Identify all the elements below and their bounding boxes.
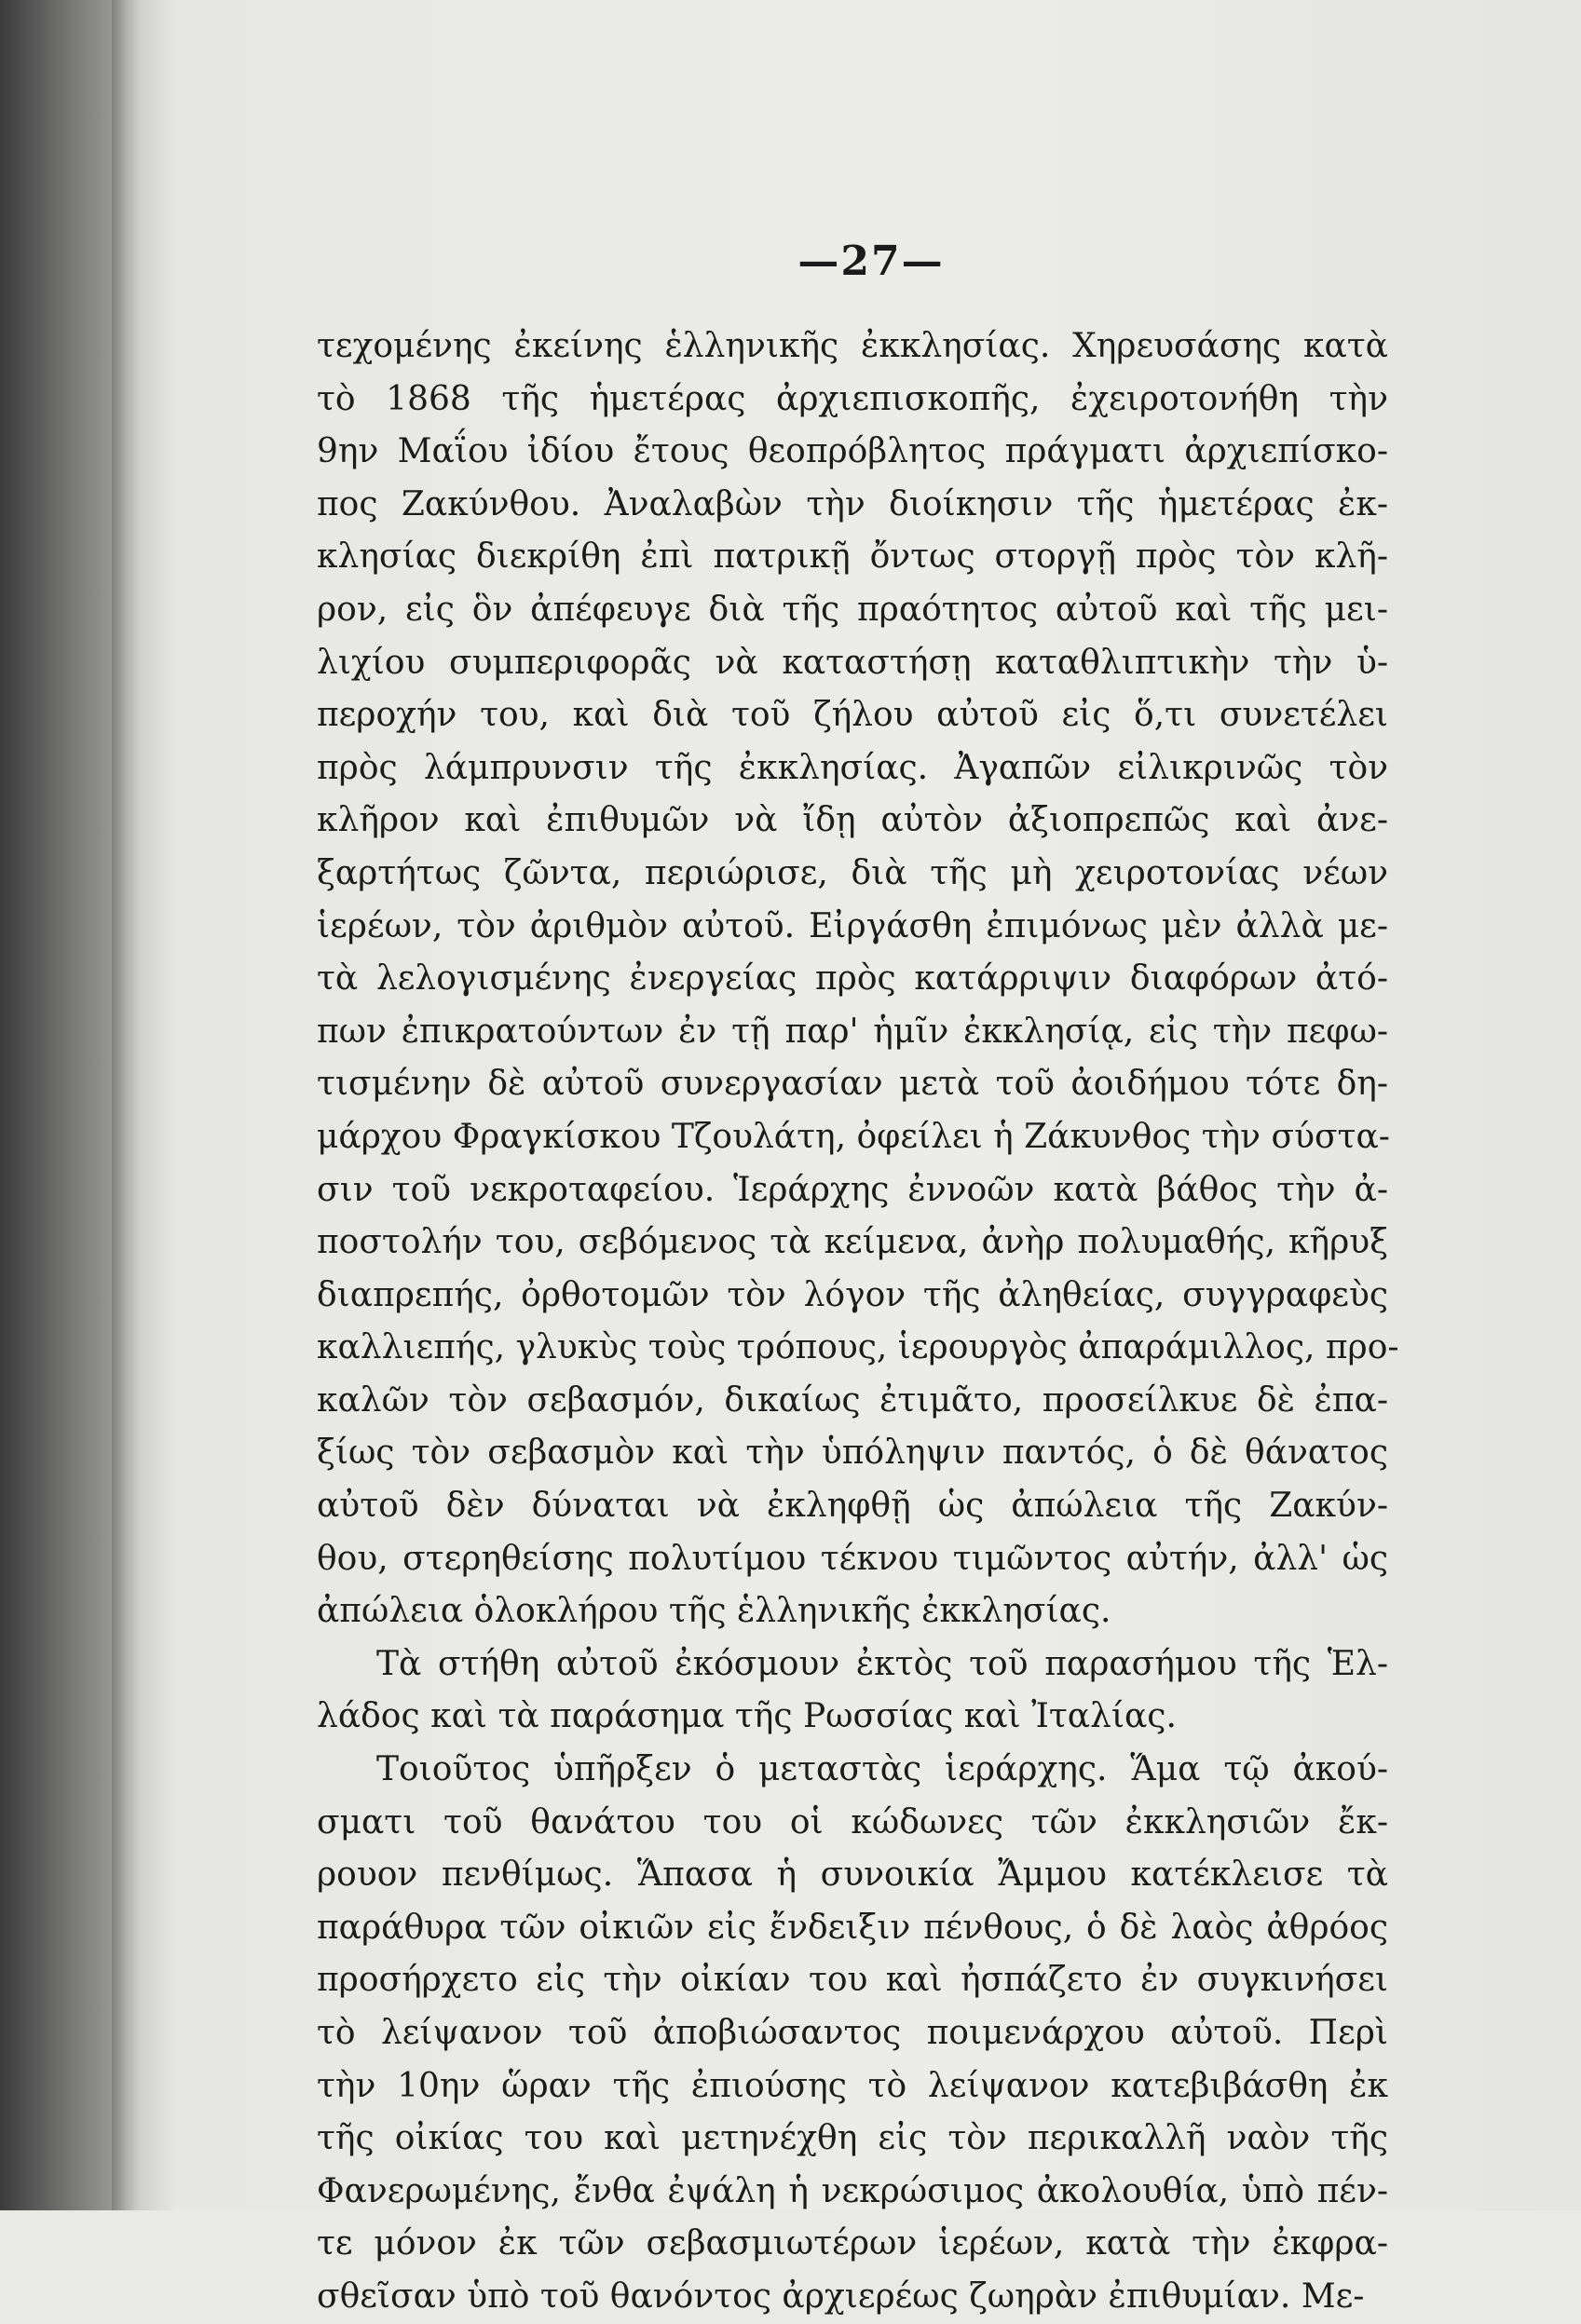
text-line: τῆς οἰκίας του καὶ μετηνέχθη εἰς τὸν περικαλλῆ ναὸν τῆς [317,2119,1388,2158]
text-line: ξίως τὸν σεβασμὸν καὶ τὴν ὑπόληψιν παντός, ὁ δὲ θάνατος [317,1434,1388,1473]
text-line: 9ην Μαΐου ἰδίου ἔτους θεοπρόβλητος πράγματι ἀρχιεπίσκο- [317,432,1388,471]
text-line: τὸ λείψανον τοῦ ἀποβιώσαντος ποιμενάρχου αὐτοῦ. Περὶ [317,2014,1388,2052]
text-line: Τὰ στήθη αὐτοῦ ἐκόσμουν ἐκτὸς τοῦ παρασήμου τῆς Ἑλ- [376,1644,1388,1683]
text-line: σματι τοῦ θανάτου του οἱ κώδωνες τῶν ἐκκλησιῶν ἔκ- [317,1802,1388,1842]
text-line: λάδος καὶ τὰ παράσημα τῆς Ρωσσίας καὶ Ἰταλίας. [317,1697,1177,1736]
page-number: —27— [797,238,945,285]
text-line: τὴν 10ην ὥραν τῆς ἐπιούσης τὸ λείψανον κατεβιβάσθη ἐκ [317,2066,1388,2105]
text-line: περοχήν του, καὶ διὰ τοῦ ζήλου αὐτοῦ εἰς ὅ,τι συνετέλει [317,696,1388,735]
text-line: κλησίας διεκρίθη ἐπὶ πατρικῇ ὄντως στοργῇ πρὸς τὸν κλῆ- [317,537,1388,577]
text-line: ρον, εἰς ὃν ἀπέφευγε διὰ τῆς πραότητος αὐτοῦ καὶ τῆς μει- [317,590,1388,629]
text-line: Τοιοῦτος ὑπῆρξεν ὁ μεταστὰς ἱεράρχης. Ἅμα τῷ ἀκού- [376,1750,1388,1789]
text-line: ἀπώλεια ὁλοκλήρου τῆς ἑλληνικῆς ἐκκλησίας. [317,1592,1111,1631]
book-page [317,238,1399,2324]
text-line: πος Ζακύνθου. Ἀναλαβὼν τὴν διοίκησιν τῆς ἡμετέρας ἐκ- [317,484,1388,523]
text-line: Φανερωμένης, ἔνθα ἐψάλη ἡ νεκρώσιμος ἀκολουθία, ὑπὸ πέν- [317,2171,1388,2210]
paragraph [317,1744,1388,2324]
text-line: τε μόνον ἐκ τῶν σεβασμιωτέρων ἱερέων, κατὰ τὴν ἐκφρα- [317,2224,1388,2263]
text-line: σθεῖσαν ὑπὸ τοῦ θανόντος ἀρχιερέως ζωηρὰν ἐπιθυμίαν. Με- [317,2276,1365,2316]
text-line: προσήρχετο εἰς τὴν οἰκίαν του καὶ ἠσπάζετο ἐν συγκινήσει [317,1961,1388,2000]
text-line: τὰ λελογισμένης ἐνεργείας πρὸς κατάρριψιν διαφόρων ἀτό- [317,959,1388,999]
text-line: ἱερέων, τὸν ἀριθμὸν αὐτοῦ. Εἰργάσθη ἐπιμόνως μὲν ἀλλὰ με- [317,906,1388,945]
paragraph [317,320,1399,1638]
text-line: καλλιεπής, γλυκὺς τοὺς τρόπους, ἱερουργὸς ἀπαράμιλλος, προ- [317,1328,1399,1367]
text-line: παράθυρα τῶν οἰκιῶν εἰς ἔνδειξιν πένθους, ὁ δὲ λαὸς ἀθρόος [317,1908,1388,1947]
text-line: κλῆρον καὶ ἐπιθυμῶν νὰ ἴδῃ αὐτὸν ἀξιοπρεπῶς καὶ ἀνε- [317,801,1388,840]
text-line: λιχίου συμπεριφορᾶς νὰ καταστήσῃ καταθλιπτικὴν τὴν ὑ- [317,643,1388,682]
book-gutter-shadow [112,0,125,2210]
text-line: πρὸς λάμπρυνσιν τῆς ἐκκλησίας. Ἀγαπῶν εἰλικρινῶς τὸν [317,748,1388,787]
text-line: τεχομένης ἐκείνης ἑλληνικῆς ἐκκλησίας. Χηρευσάσης κατὰ [317,327,1388,365]
paragraph [317,1638,1388,1744]
text-line: διαπρεπής, ὀρθοτομῶν τὸν λόγον τῆς ἀληθείας, συγγραφεὺς [317,1275,1388,1314]
page-body-text [317,320,1399,2324]
text-line: τισμένην δὲ αὐτοῦ συνεργασίαν μετὰ τοῦ ἀοιδήμου τότε δη- [317,1065,1388,1104]
text-line: μάρχου Φραγκίσκου Τζουλάτη, ὀφείλει ἡ Ζάκυνθος τὴν σύστα- [317,1117,1390,1156]
text-line: ποστολήν του, σεβόμενος τὰ κείμενα, ἀνὴρ πολυμαθής, κῆρυξ [317,1223,1388,1262]
text-line: καλῶν τὸν σεβασμόν, δικαίως ἐτιμᾶτο, προσείλκυε δὲ ἐπα- [317,1380,1388,1420]
text-line: ξαρτήτως ζῶντα, περιώρισε, διὰ τῆς μὴ χειροτονίας νέων [317,853,1388,892]
text-line: πων ἐπικρατούντων ἐν τῇ παρ' ἡμῖν ἐκκλησίᾳ, εἰς τὴν πεφω- [317,1012,1388,1051]
text-line: τὸ 1868 τῆς ἡμετέρας ἀρχιεπισκοπῆς, ἐχειροτονήθη τὴν [317,379,1388,418]
text-line: ρουον πενθίμως. Ἅπασα ἡ συνοικία Ἄμμου κατέκλεισε τὰ [317,1855,1388,1895]
text-line: θου, στερηθείσης πολυτίμου τέκνου τιμῶντος αὐτήν, ἀλλ' ὡς [317,1539,1388,1578]
text-line: σιν τοῦ νεκροταφείου. Ἱεράρχης ἐννοῶν κατὰ βάθος τὴν ἀ- [317,1170,1388,1209]
text-line: αὐτοῦ δὲν δύναται νὰ ἐκληφθῇ ὡς ἀπώλεια τῆς Ζακύν- [317,1487,1388,1526]
